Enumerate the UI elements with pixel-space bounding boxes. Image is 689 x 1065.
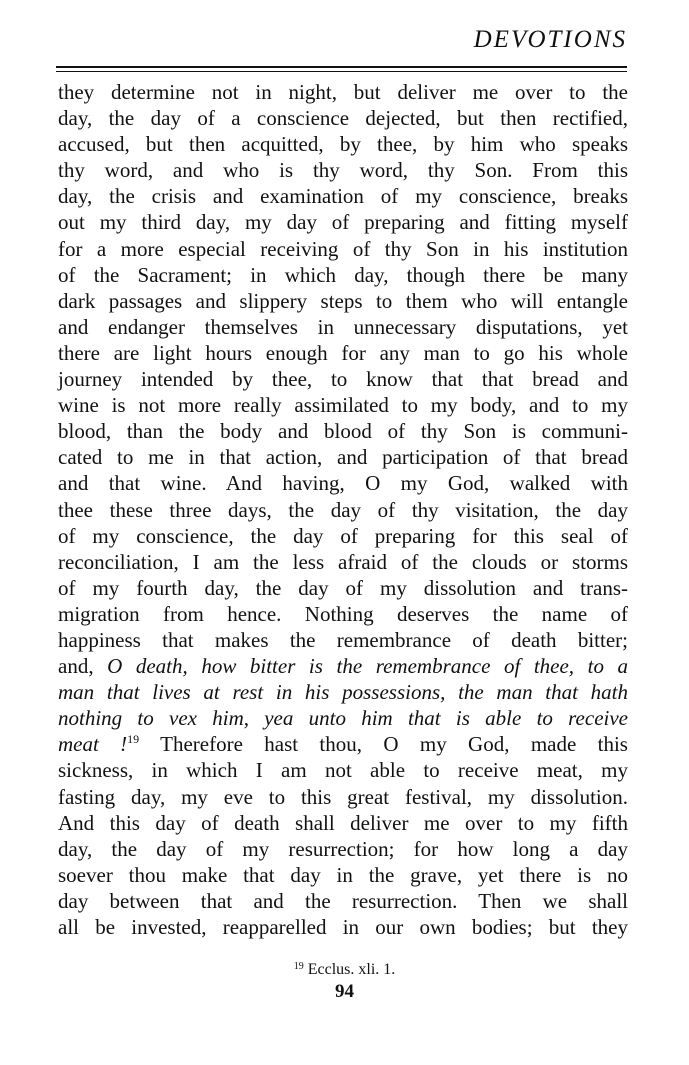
text-line: day, the day of a conscience dejected, but then rectified,: [58, 106, 628, 131]
text-line: there are light hours enough for any man to go his whole: [58, 340, 628, 365]
text-line: of my fourth day, the day of my dissolution and trans-: [58, 575, 628, 600]
text-line: of my conscience, the day of preparing for this seal of: [58, 523, 628, 548]
text-line: wine is not more really assimilated to my body, and to my: [58, 393, 628, 418]
italic-quotation: meat !: [58, 732, 128, 757]
text-line: and that wine. And having, O my God, walked with: [58, 471, 628, 496]
page-number: 94: [335, 981, 354, 1002]
footnote-marker: 19: [293, 961, 304, 972]
italic-quotation: O death, how bitter is the remembrance of thee, to a: [107, 654, 629, 679]
text-line: and endanger themselves in unnecessary disputations, yet: [58, 314, 628, 339]
text-line: [58, 731, 628, 757]
italic-quotation-line: man that lives at rest in his possessions, the man that hath: [58, 680, 628, 705]
footnote-text: Ecclus. xli. 1.: [303, 961, 396, 978]
header-rule-thick: [56, 66, 627, 68]
text-line: all be invested, reapparelled in our own bodies; but they: [58, 915, 628, 939]
text-line: soever thou make that day in the grave, yet there is no: [58, 862, 628, 887]
text-line: [58, 653, 628, 679]
text-line: day, the day of my resurrection; for how long a day: [58, 836, 628, 861]
text-line: day, the crisis and examination of my conscience, breaks: [58, 184, 628, 209]
body-text: [58, 79, 628, 940]
text-line: of the Sacrament; in which day, though there be many: [58, 262, 628, 287]
text-line: migration from hence. Nothing deserves the name of: [58, 601, 628, 626]
footnote: [0, 960, 689, 980]
header-rule-thin: [56, 71, 627, 72]
text-line: sickness, in which I am not able to receive meat, my: [58, 758, 628, 783]
text-run: Therefore hast thou, O my God, made this: [139, 732, 628, 757]
text-line: reconciliation, I am the less afraid of the clouds or storms: [58, 549, 628, 574]
text-line: journey intended by thee, to know that that bread and: [58, 367, 628, 392]
footnote-reference: 19: [127, 732, 140, 747]
text-line: happiness that makes the remembrance of death bitter;: [58, 627, 628, 652]
text-line: dark passages and slippery steps to them who will entangle: [58, 288, 628, 313]
text-line: day between that and the resurrection. Then we shall: [58, 888, 628, 913]
text-line: thy word, and who is thy word, thy Son. From this: [58, 158, 628, 183]
text-line: they determine not in night, but deliver me over to the: [58, 80, 628, 104]
text-line: thee these three days, the day of thy visitation, the day: [58, 497, 628, 522]
text-line: for a more especial receiving of thy Son in his institution: [58, 236, 628, 261]
text-line: out my third day, my day of preparing and fitting myself: [58, 210, 628, 235]
text-line: blood, than the body and blood of thy Son is communi-: [58, 419, 628, 444]
running-head: DEVOTIONS: [473, 26, 627, 53]
text-line: And this day of death shall deliver me over to my fifth: [58, 810, 628, 835]
text-run: and,: [58, 654, 108, 679]
italic-quotation-line: nothing to vex him, yea unto him that is able to receive: [58, 706, 628, 731]
text-line: fasting day, my eve to this great festival, my dissolution.: [58, 784, 628, 809]
text-line: accused, but then acquitted, by thee, by him who speaks: [58, 132, 628, 157]
text-line: cated to me in that action, and participation of that bread: [58, 445, 628, 470]
